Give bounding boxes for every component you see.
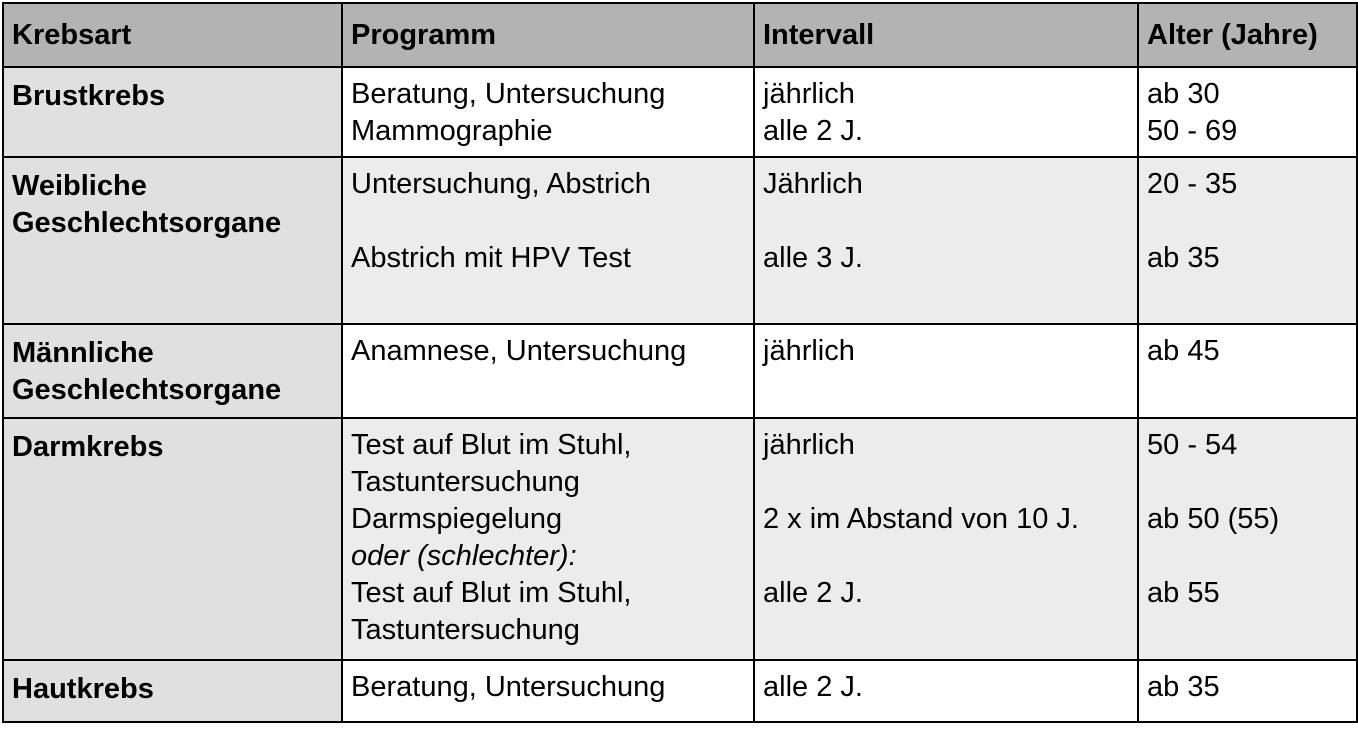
intervall-line: jährlich	[763, 429, 855, 461]
alter-cell	[1138, 67, 1357, 157]
intervall-line: jährlich	[763, 335, 855, 367]
table-row	[3, 660, 1357, 722]
alter-line: ab 35	[1147, 242, 1220, 274]
intervall-cell	[754, 157, 1138, 324]
alter-cell	[1138, 157, 1357, 324]
alter-line	[1147, 612, 1348, 649]
alter-line: 20 - 35	[1147, 168, 1238, 200]
programm-line: Untersuchung, Abstrich	[351, 168, 651, 200]
category-label: Weibliche	[12, 170, 147, 202]
programm-cell	[342, 418, 754, 660]
table-row	[3, 418, 1357, 660]
table-row	[3, 157, 1357, 324]
alter-line: ab 35	[1147, 671, 1220, 703]
intervall-line: jährlich	[763, 78, 855, 110]
alter-cell	[1138, 324, 1357, 418]
intervall-line	[763, 464, 1129, 501]
category-label: Geschlechtsorgane	[12, 207, 282, 239]
intervall-cell	[754, 67, 1138, 157]
alter-cell	[1138, 418, 1357, 660]
alter-line: 50 - 69	[1147, 115, 1238, 147]
screening-table	[2, 2, 1358, 723]
alter-cell	[1138, 660, 1357, 722]
alter-line: ab 50 (55)	[1147, 503, 1280, 535]
category-label: Geschlechtsorgane	[12, 374, 282, 406]
programm-line: Mammographie	[351, 115, 553, 147]
programm-line: Beratung, Untersuchung	[351, 78, 666, 110]
intervall-cell	[754, 418, 1138, 660]
category-cell	[3, 67, 342, 157]
header-programm: Programm	[342, 3, 754, 67]
programm-line: Abstrich mit HPV Test	[351, 242, 631, 274]
intervall-line: alle 2 J.	[763, 671, 863, 703]
category-cell	[3, 324, 342, 418]
programm-cell	[342, 157, 754, 324]
intervall-line: 2 x im Abstand von 10 J.	[763, 503, 1079, 535]
programm-cell	[342, 660, 754, 722]
alter-line: ab 55	[1147, 577, 1220, 609]
intervall-line	[763, 612, 1129, 649]
programm-line: Tastuntersuchung	[351, 466, 580, 498]
programm-line: Test auf Blut im Stuhl,	[351, 577, 632, 609]
category-cell	[3, 418, 342, 660]
category-label: Männliche	[12, 337, 154, 369]
programm-cell	[342, 67, 754, 157]
intervall-line	[763, 203, 1129, 240]
programm-line: Beratung, Untersuchung	[351, 671, 666, 703]
programm-line-note: oder (schlechter):	[351, 540, 577, 572]
category-cell	[3, 157, 342, 324]
table-row	[3, 324, 1357, 418]
alter-line	[1147, 538, 1348, 575]
header-alter: Alter (Jahre)	[1138, 3, 1357, 67]
programm-line: Anamnese, Untersuchung	[351, 335, 687, 367]
category-label: Darmkrebs	[12, 431, 164, 463]
category-label: Brustkrebs	[12, 80, 166, 112]
programm-line: Tastuntersuchung	[351, 614, 580, 646]
category-label: Hautkrebs	[12, 673, 154, 705]
alter-line: ab 45	[1147, 335, 1220, 367]
alter-line: 50 - 54	[1147, 429, 1238, 461]
intervall-cell	[754, 660, 1138, 722]
alter-line: ab 30	[1147, 78, 1220, 110]
table-row	[3, 67, 1357, 157]
programm-line: Test auf Blut im Stuhl,	[351, 429, 632, 461]
table-header-row	[3, 3, 1357, 67]
category-cell	[3, 660, 342, 722]
intervall-line	[763, 538, 1129, 575]
programm-line	[351, 203, 745, 240]
alter-line	[1147, 464, 1348, 501]
intervall-cell	[754, 324, 1138, 418]
programm-cell	[342, 324, 754, 418]
alter-line	[1147, 203, 1348, 240]
intervall-line: alle 2 J.	[763, 577, 863, 609]
header-krebsart: Krebsart	[3, 3, 342, 67]
header-intervall: Intervall	[754, 3, 1138, 67]
intervall-line: Jährlich	[763, 168, 863, 200]
programm-line: Darmspiegelung	[351, 503, 563, 535]
intervall-line: alle 2 J.	[763, 115, 863, 147]
intervall-line: alle 3 J.	[763, 242, 863, 274]
